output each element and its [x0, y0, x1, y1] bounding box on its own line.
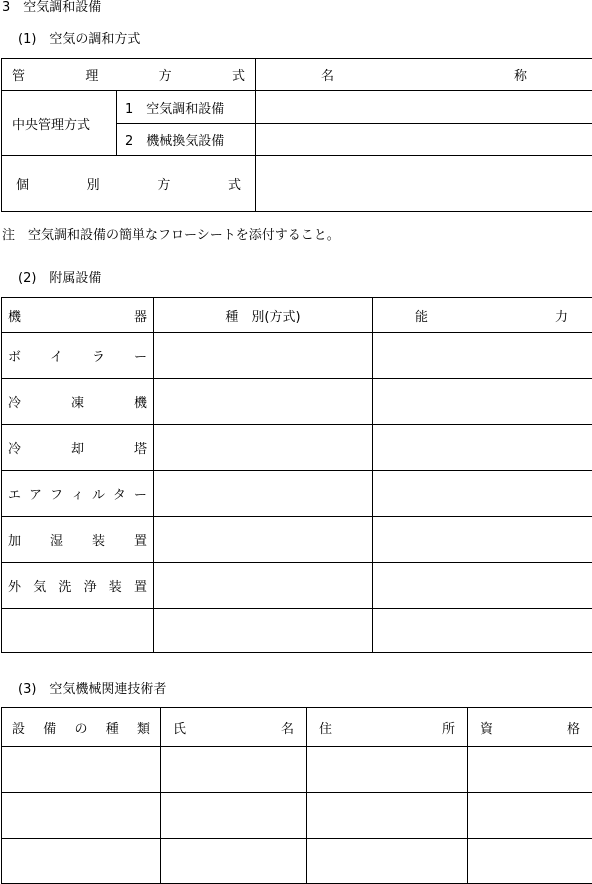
label-char: 冷: [8, 396, 22, 411]
technician-table: [1, 707, 592, 884]
equipment-capacity-cell[interactable]: [373, 517, 592, 563]
label-char: 名: [280, 721, 294, 737]
equipment-type-cell[interactable]: [154, 425, 373, 471]
header-name-label: [256, 65, 592, 84]
label-char: 氏: [173, 721, 187, 737]
auxiliary-equipment-table: [1, 297, 592, 653]
sub1-heading: (1) 空気の調和方式: [18, 32, 141, 47]
individual-method-label: [2, 174, 255, 193]
equipment-row: [2, 609, 592, 653]
label-char: 湿: [49, 534, 63, 549]
individual-method: [2, 156, 256, 212]
section-heading: 3 空気調和設備: [2, 0, 102, 15]
equipment-type-cell[interactable]: [154, 609, 373, 653]
person-name-cell[interactable]: [161, 839, 307, 884]
equipment-name-cell: [2, 379, 154, 425]
person-name-cell[interactable]: [161, 793, 307, 839]
label-char: 機: [8, 309, 22, 325]
label-char: 個: [16, 178, 30, 193]
label-char: 所: [441, 721, 455, 737]
equipment-capacity-cell[interactable]: [373, 333, 592, 379]
label-char: 器: [133, 309, 147, 325]
label-char: 気: [33, 580, 47, 595]
label-char: 凍: [70, 396, 84, 411]
technician-row: [2, 747, 592, 793]
central-item: 2 機械換気設備: [117, 124, 256, 156]
header-type: 種 別(方式): [154, 298, 373, 333]
label-char: 方: [158, 69, 172, 84]
label-char: 住: [319, 721, 333, 737]
label-char: 称: [513, 69, 527, 84]
air-conditioning-method-table: [1, 58, 592, 212]
label-char: 設: [12, 721, 26, 737]
sub2-heading: (2) 附属設備: [18, 271, 102, 286]
person-name-cell[interactable]: [161, 747, 307, 793]
address-cell[interactable]: [307, 747, 468, 793]
equipment-capacity-cell[interactable]: [373, 425, 592, 471]
label-char: 類: [136, 721, 150, 737]
technician-row: [2, 793, 592, 839]
header-kind: [2, 708, 161, 747]
label-char: 能: [415, 309, 429, 325]
label-char: ィ: [70, 488, 84, 503]
label-char: 備: [43, 721, 57, 737]
header-capacity-label: [373, 306, 592, 325]
label-char: タ: [112, 488, 126, 503]
kind-cell[interactable]: [2, 839, 161, 884]
label-char: 名: [321, 69, 335, 84]
label-char: ー: [133, 350, 147, 365]
equipment-name-cell: [2, 425, 154, 471]
qualification-cell[interactable]: [468, 839, 592, 884]
kind-cell[interactable]: [2, 793, 161, 839]
equipment-type-cell[interactable]: [154, 471, 373, 517]
header-kind-label: [2, 718, 160, 737]
label-char: 置: [133, 534, 147, 549]
header-address: [307, 708, 468, 747]
header-name: [256, 59, 592, 91]
qualification-cell[interactable]: [468, 747, 592, 793]
label-char: 管: [12, 69, 26, 84]
individual-method-name-cell[interactable]: [256, 156, 592, 212]
equipment-row: [2, 379, 592, 425]
label-char: 方: [157, 178, 171, 193]
label-char: 置: [133, 580, 147, 595]
equipment-type-cell[interactable]: [154, 517, 373, 563]
equipment-name: [2, 346, 153, 365]
equipment-name-cell: [2, 333, 154, 379]
equipment-name-cell: [2, 517, 154, 563]
label-char: 冷: [8, 442, 22, 457]
label-char: 式: [227, 178, 241, 193]
label-char: フ: [49, 488, 63, 503]
header-person-name-label: [161, 718, 306, 737]
label-char: 洗: [58, 580, 72, 595]
equipment-name-cell: [2, 563, 154, 609]
label-char: の: [74, 721, 88, 737]
header-qualification: [468, 708, 592, 747]
label-char: イ: [49, 350, 63, 365]
equipment-name: [2, 484, 153, 503]
equipment-type-cell[interactable]: [154, 333, 373, 379]
label-char: エ: [8, 488, 22, 503]
central-item-name-cell[interactable]: [256, 91, 592, 124]
label-char: ル: [91, 488, 105, 503]
label-char: 装: [91, 534, 105, 549]
equipment-row: [2, 563, 592, 609]
label-char: ー: [133, 488, 147, 503]
header-equipment: [2, 298, 154, 333]
equipment-row: [2, 517, 592, 563]
equipment-capacity-cell[interactable]: [373, 563, 592, 609]
equipment-name-cell: [2, 609, 154, 653]
equipment-type-cell[interactable]: [154, 379, 373, 425]
technician-row: [2, 839, 592, 884]
label-char: ア: [28, 488, 42, 503]
equipment-row: [2, 471, 592, 517]
equipment-name: [2, 576, 153, 595]
equipment-name: [2, 392, 153, 411]
header-qualification-label: [468, 718, 592, 737]
header-method-label: [2, 65, 255, 84]
label-char: 却: [70, 442, 84, 457]
equipment-capacity-cell[interactable]: [373, 471, 592, 517]
label-char: 浄: [83, 580, 97, 595]
equipment-type-cell[interactable]: [154, 563, 373, 609]
address-cell[interactable]: [307, 793, 468, 839]
sub3-heading: (3) 空気機械関連技術者: [18, 682, 167, 697]
label-char: 外: [8, 580, 22, 595]
header-method: [2, 59, 256, 91]
header-person-name: [161, 708, 307, 747]
label-char: 塔: [133, 442, 147, 457]
equipment-capacity-cell[interactable]: [373, 379, 592, 425]
header-address-label: [307, 718, 467, 737]
address-cell[interactable]: [307, 839, 468, 884]
label-char: 格: [566, 721, 580, 737]
label-char: 力: [554, 309, 568, 325]
flowsheet-note: 注 空気調和設備の簡単なフローシートを添付すること。: [2, 228, 340, 243]
equipment-row: [2, 333, 592, 379]
label-char: 機: [133, 396, 147, 411]
label-char: 資: [480, 721, 494, 737]
label-char: 種: [105, 721, 119, 737]
label-char: ラ: [91, 350, 105, 365]
central-item-name-cell[interactable]: [256, 124, 592, 156]
equipment-name: [2, 530, 153, 549]
equipment-name-cell: [2, 471, 154, 517]
label-char: 理: [85, 69, 99, 84]
equipment-capacity-cell[interactable]: [373, 609, 592, 653]
equipment-row: [2, 425, 592, 471]
header-capacity: [373, 298, 592, 333]
equipment-name: [2, 438, 153, 457]
qualification-cell[interactable]: [468, 793, 592, 839]
central-method-label: 中央管理方式: [2, 91, 117, 156]
kind-cell[interactable]: [2, 747, 161, 793]
label-char: 別: [86, 178, 100, 193]
label-char: 式: [231, 69, 245, 84]
central-item: 1 空気調和設備: [117, 91, 256, 124]
label-char: ボ: [8, 350, 22, 365]
label-char: 装: [108, 580, 122, 595]
header-equipment-label: [2, 306, 153, 325]
label-char: 加: [8, 534, 22, 549]
